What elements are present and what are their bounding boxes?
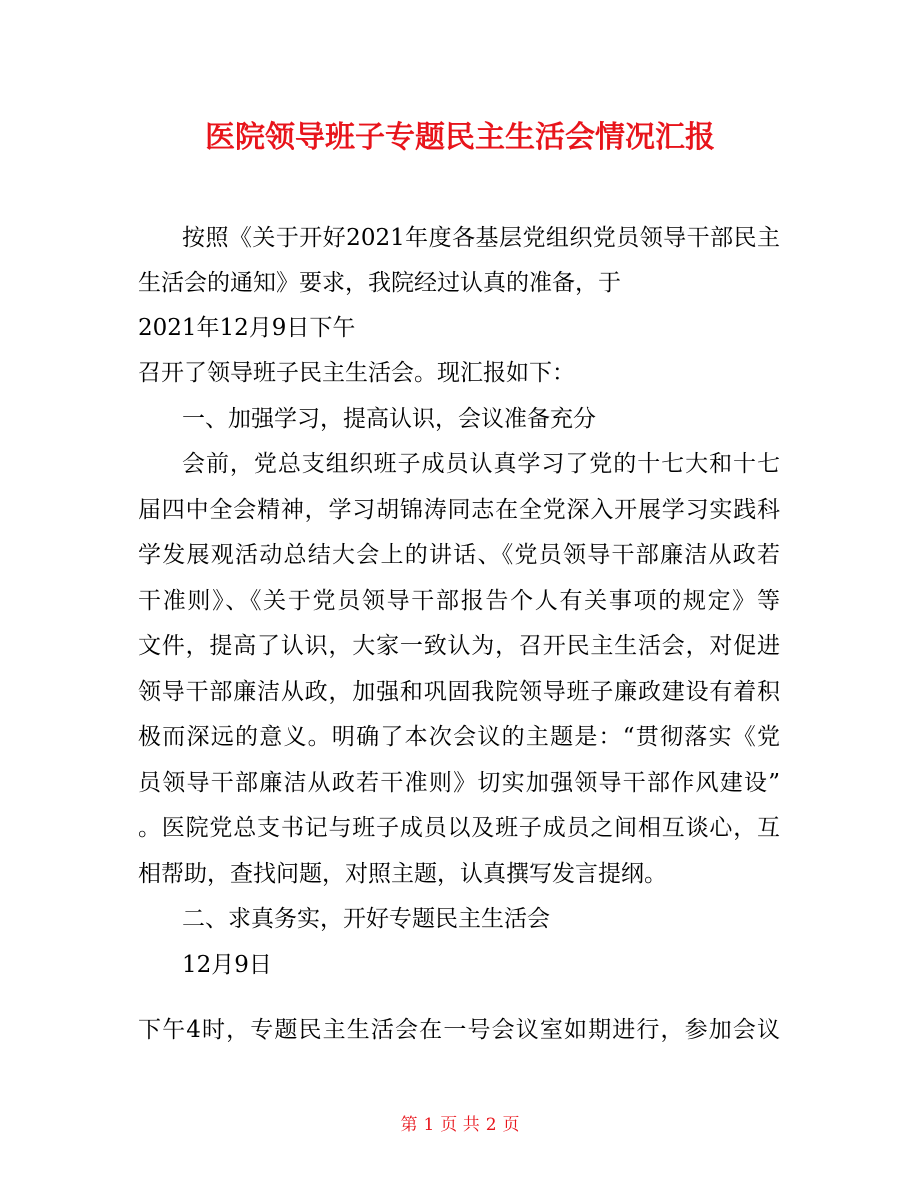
paragraph-line: 12月9日 (182, 952, 272, 978)
footer-middle: 页 共 (440, 1115, 480, 1135)
paragraph-line: 文件，提高了认识，大家一致认为，召开民主生活会，对促进 (138, 633, 780, 659)
paragraph-line: 干准则》、《关于党员领导干部报告个人有关事项的规定》等 (138, 588, 780, 614)
paragraph-line: 员领导干部廉洁从政若干准则》切实加强领导干部作风建设” (138, 770, 780, 796)
paragraph-line: 2021年12月9日下午 (138, 315, 356, 341)
page-footer (0, 1113, 920, 1137)
section-heading: 一、加强学习，提高认识，会议准备充分 (182, 406, 596, 432)
paragraph-line: 领导干部廉洁从政，加强和巩固我院领导班子廉政建设有着积 (138, 679, 780, 705)
footer-total-pages: 2 (485, 1115, 497, 1135)
footer-suffix: 页 (502, 1115, 520, 1135)
paragraph-line: 按照《关于开好2021年度各基层党组织党员领导干部民主 (182, 225, 780, 251)
paragraph-line: 下午4时，专题民主生活会在一号会议室如期进行，参加会议 (138, 1017, 780, 1043)
footer-prefix: 第 (400, 1115, 418, 1135)
paragraph-line: 届四中全会精神，学习胡锦涛同志在全党深入开展学习实践科 (138, 497, 780, 523)
paragraph-line: 学发展观活动总结大会上的讲话、《党员领导干部廉洁从政若 (138, 542, 780, 568)
paragraph-line: 生活会的通知》要求，我院经过认真的准备，于 (138, 270, 621, 296)
footer-page-number: 1 (423, 1115, 435, 1135)
section-heading: 二、求真务实，开好专题民主生活会 (182, 906, 550, 932)
paragraph-line: 相帮助，查找问题，对照主题，认真撰写发言提纲。 (138, 861, 667, 887)
paragraph-line: 会前，党总支组织班子成员认真学习了党的十七大和十七 (182, 451, 780, 477)
paragraph-line: 。医院党总支书记与班子成员以及班子成员之间相互谈心，互 (138, 815, 780, 841)
paragraph-line: 极而深远的意义。明确了本次会议的主题是：“贯彻落实《党 (138, 724, 780, 750)
document-title: 医院领导班子专题民主生活会情况汇报 (205, 120, 715, 155)
paragraph-line: 召开了领导班子民主生活会。现汇报如下： (138, 360, 575, 386)
